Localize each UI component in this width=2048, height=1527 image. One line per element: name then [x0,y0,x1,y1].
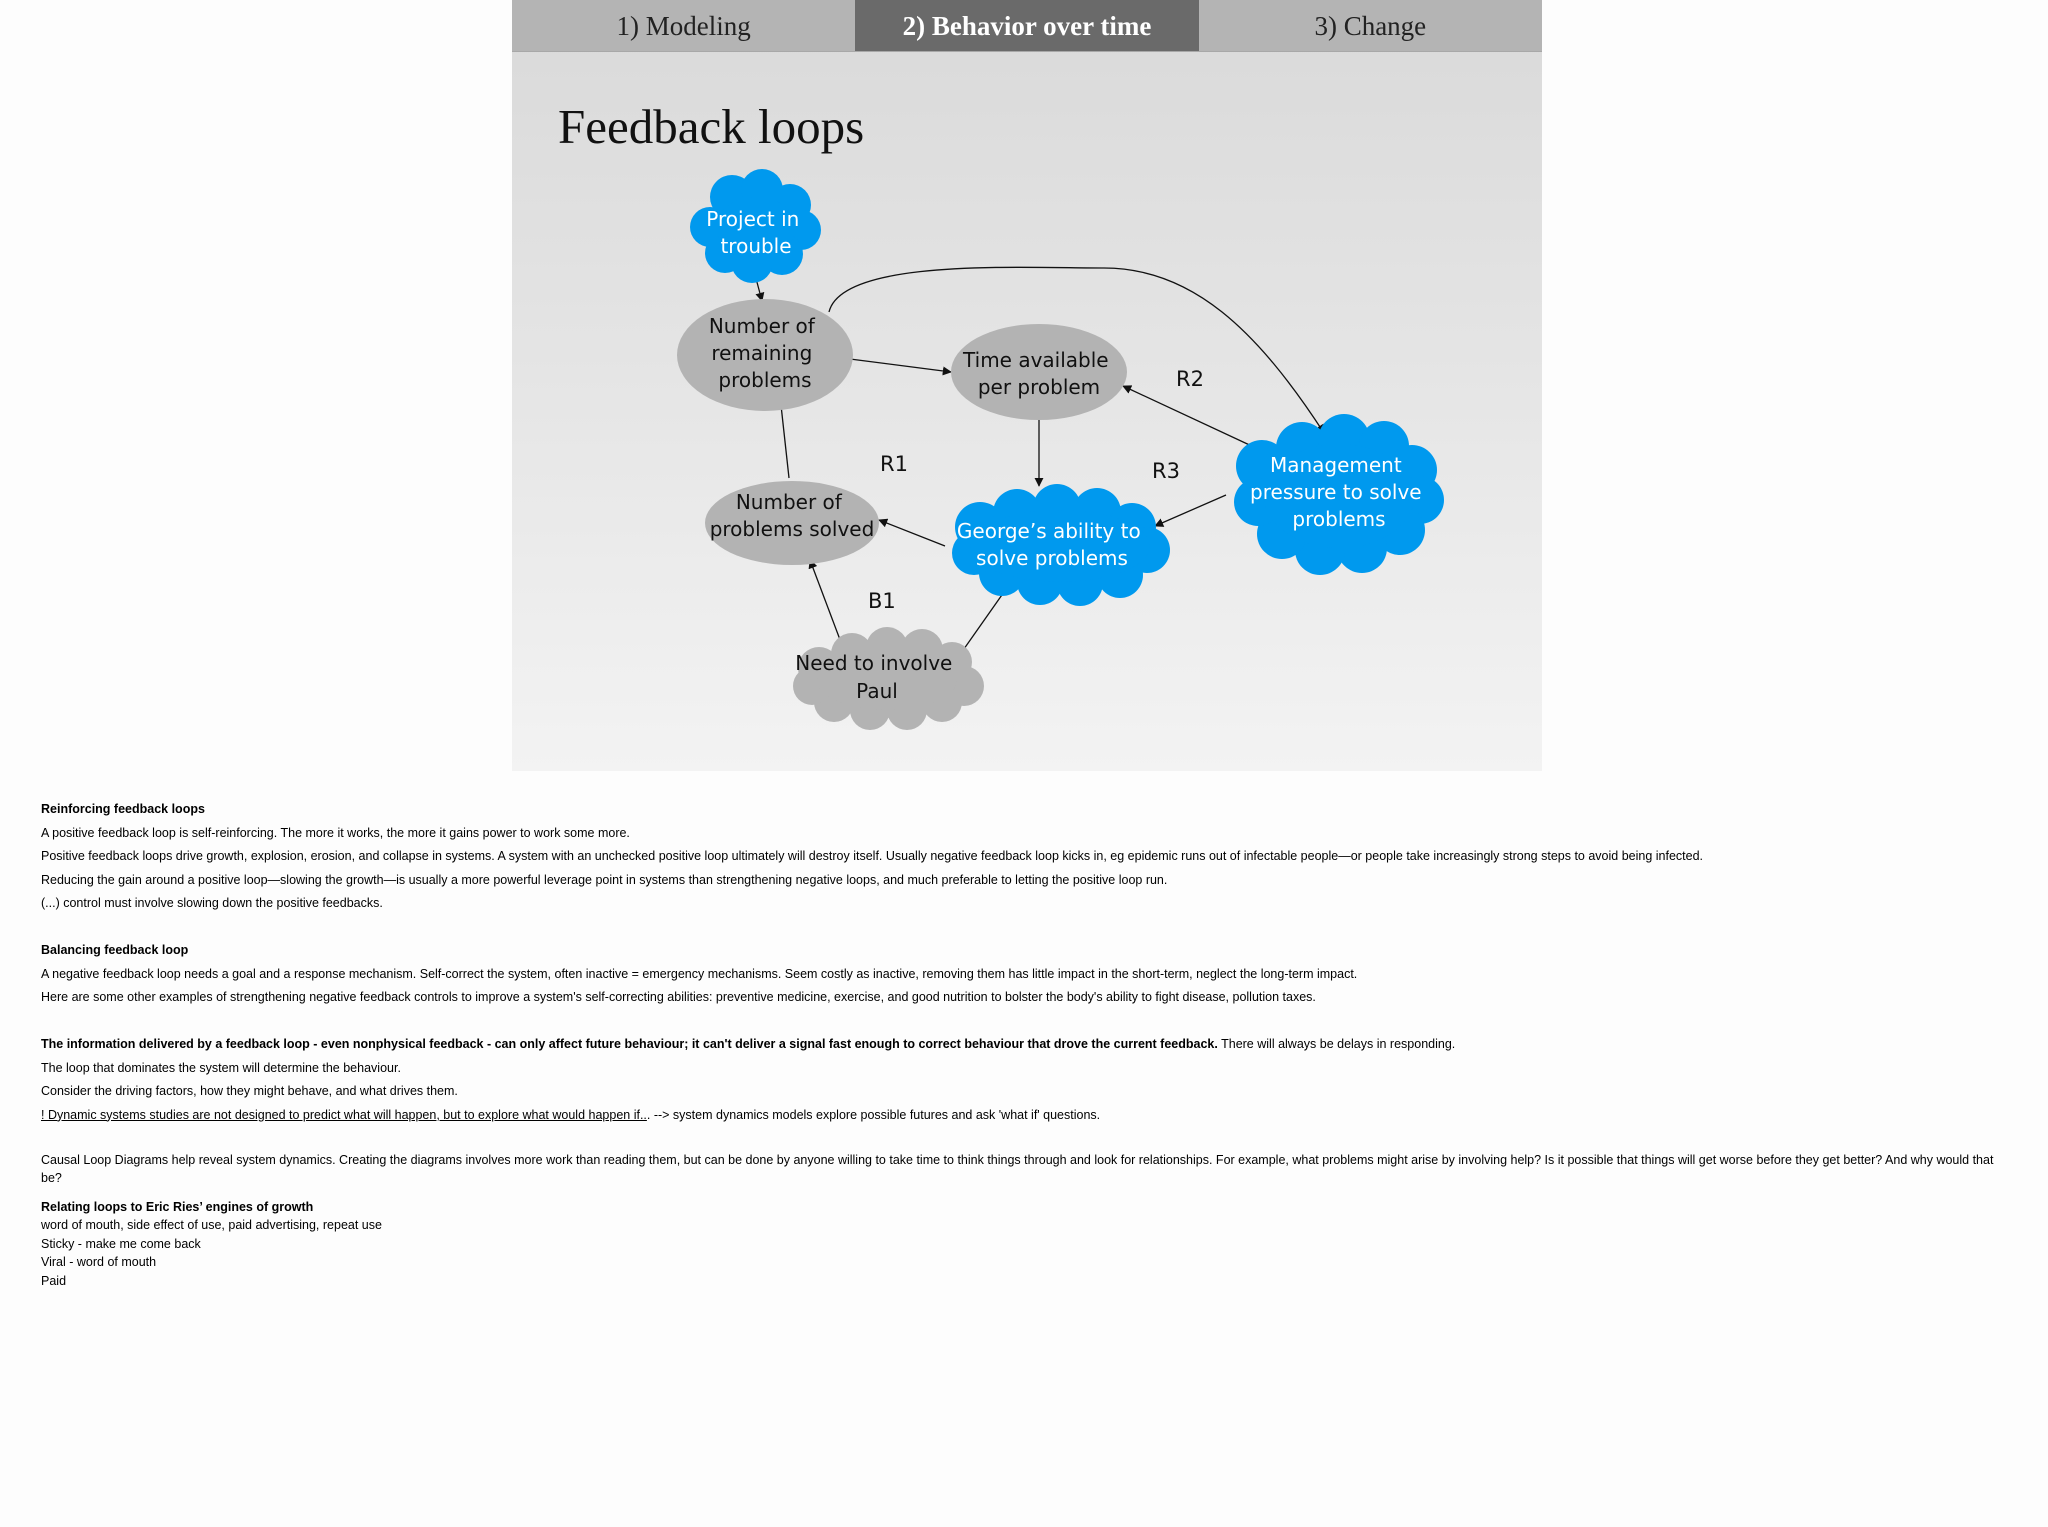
notes-text: A negative feedback loop needs a goal and a response mechanism. Self-correct the system, often inactive = emergency mechanisms. Seem costly as inactive, removing them has little impact in the short-term, neglect the long-term impact. [41,966,1358,981]
notes-text: Positive feedback loops drive growth, explosion, erosion, and collapse in systems. A system with an unchecked positive loop ultimately will destroy itself. Usually negative feedback loop kicks in, eg epidemic runs out of infectable people—or people take increasingly strong steps to avoid being infected. [41,849,1704,863]
notes-reinforcing-title: Reinforcing feedback loops [41,802,205,816]
node-project-in-trouble [690,169,821,283]
notes-text: (...) control must involve slowing down the positive feedbacks. [41,896,383,910]
svg-text:Number of problems sol: Number of problems solved [709,490,875,541]
notes-text: The loop that dominates the system will determine the behaviour. [41,1060,401,1075]
notes-text: Here are some other examples of strengthening negative feedback controls to improve a system's self-correcting abilities: preventive medicine, exercise, and good nutrition to bolster the body's ability to fight disease, pollution taxes. [41,990,1316,1004]
loop-label-r2: R2 [1176,367,1204,391]
notes-causal-loop: Causal Loop Diagrams help reveal system dynamics. Creating the diagrams involves more work than reading them, but can be done by anyone willing to take time to think things through and look for relationships. For example, what problems might arise by involving help? Is it possible that things will get worse before they get better? And why would that be? [41,1152,1994,1185]
notes-information-delays: The information delivered by a feedback loop - even nonphysical feedback - can only affect future behaviour; it can't deliver a signal fast enough to correct behaviour that drove the current feedback. There will always be delays in responding. [41,1037,1456,1051]
svg-text:Project in trouble: Project in trouble [706,207,800,258]
node-problems-solved [705,481,879,565]
tab-change[interactable]: 3) Change [1199,0,1542,52]
notes-text: Viral - word of mouth [41,1255,157,1269]
notes-text: A positive feedback loop is self-reinforcing. The more it works, the more it gains power to work some more. [41,825,630,840]
causal-loop-diagram [512,0,1542,771]
svg-text:Number of remaining: Number of remaining problems [708,314,815,392]
node-remaining-problems [677,299,853,411]
speaker-notes [41,798,2011,1290]
node-need-to-involve-paul [793,627,984,730]
tab-modeling[interactable]: 1) Modeling [512,0,855,52]
notes-text: Consider the driving factors, how they might behave, and what drives them. [41,1084,458,1098]
arrow-george-to-paul [959,592,1004,656]
notes-balancing-title: Balancing feedback loop [41,943,189,957]
node-georges-ability [952,484,1170,606]
node-management-pressure [1234,414,1444,575]
svg-text:Time available per pro: Time available per problem [963,348,1109,399]
loop-label-r3: R3 [1152,459,1180,483]
notes-text: word of mouth, side effect of use, paid advertising, repeat use [41,1218,382,1232]
notes-relating-title: Relating loops to Eric Ries’ engines of growth [41,1199,314,1214]
tab-behavior-over-time[interactable]: 2) Behavior over time [855,0,1198,52]
slide [512,0,1542,771]
arrow-george-to-solved [879,520,945,546]
arrow-remaining-to-time [850,359,951,372]
arrow-management-to-time [1123,386,1256,448]
svg-text:Need to involve Paul: Need to involve Paul [795,651,953,703]
svg-text:Management pressure to: Management pressure to solve problems [1250,453,1422,531]
svg-text:George’s ability to so: George’s ability to solve problems [956,519,1141,570]
arrow-management-to-george [1155,495,1226,526]
notes-text: Sticky - make me come back [41,1236,201,1251]
slide-title: Feedback loops [558,99,865,154]
node-time-available [951,324,1127,420]
loop-label-r1: R1 [880,452,908,476]
notes-text: Reducing the gain around a positive loop—slowing the growth—is usually a more powerful leverage point in systems than strengthening negative loops, and much preferable to letting the positive loop run. [41,872,1168,887]
notes-text: Paid [41,1273,67,1288]
notes-dynamic-systems: ! Dynamic systems studies are not designed to predict what will happen, but to explore what would happen if... --> system dynamics models explore possible futures and ask 'what if' questions. [41,1107,1101,1122]
loop-label-b1: B1 [868,589,896,613]
arrow-paul-to-solved [810,560,842,645]
